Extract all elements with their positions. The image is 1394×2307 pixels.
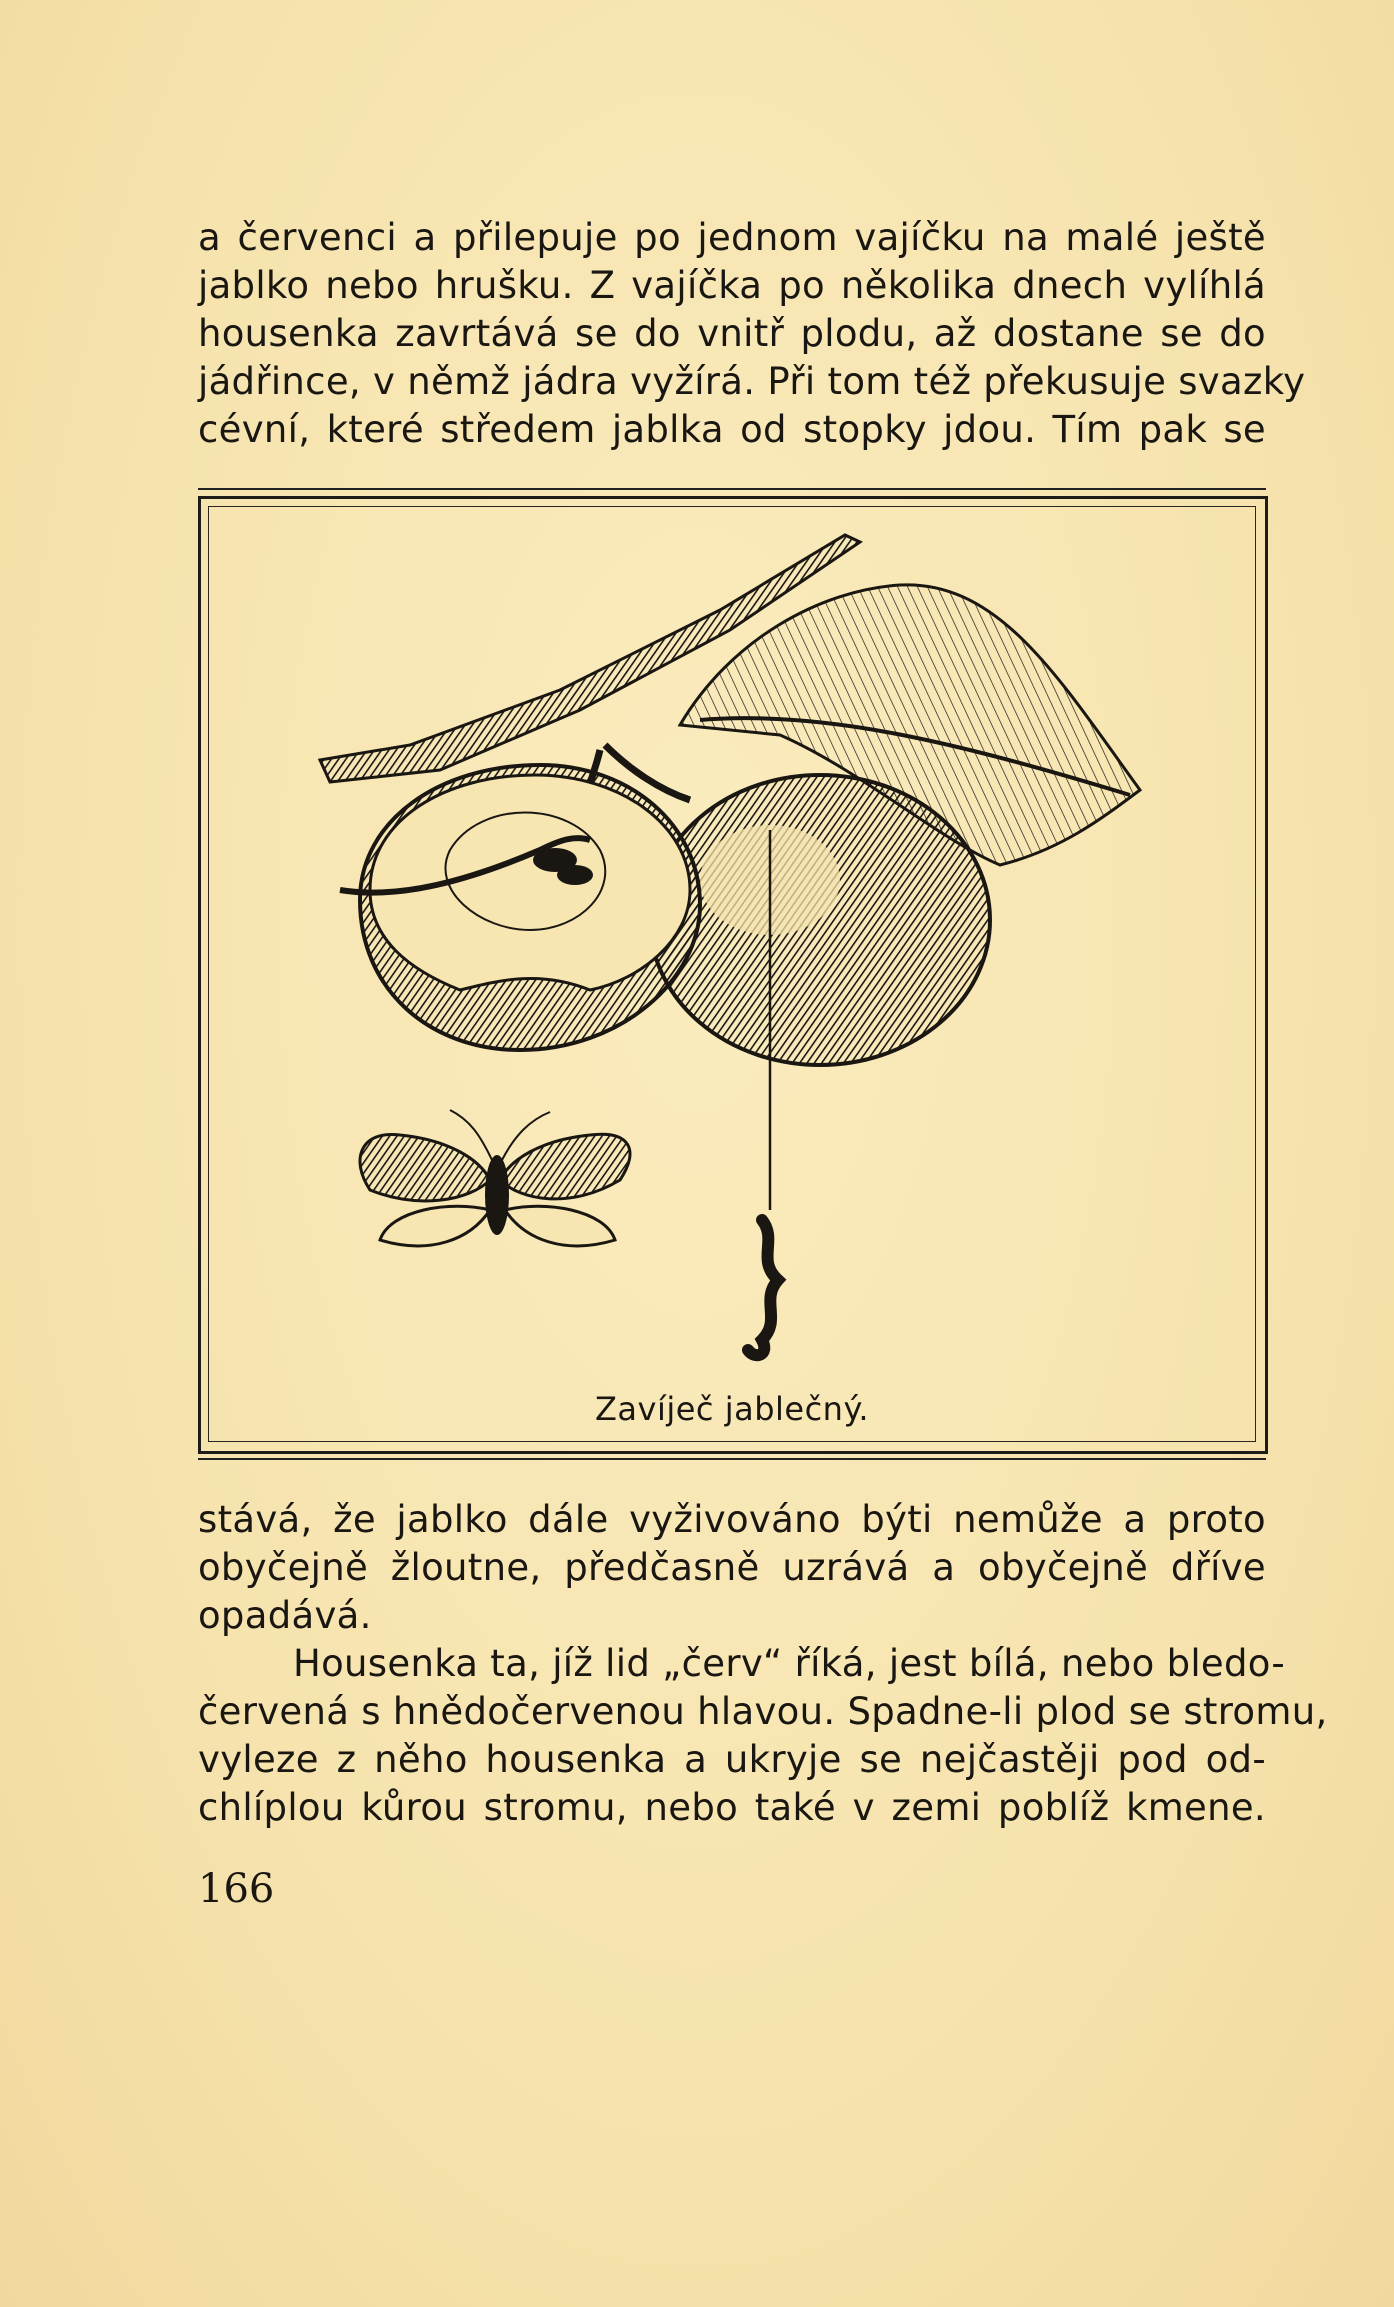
text-line: housenka zavrtává se do vnitř plodu, až dostane se do (198, 312, 1266, 355)
rule-top-outer (198, 488, 1266, 490)
bottom-paragraphs (198, 1496, 1328, 1832)
figure-caption: Zavíječ jablečný. (594, 1390, 869, 1428)
rule-bottom-outer (198, 1458, 1266, 1460)
text-line: obyčejně žloutne, předčasně uzrává a obyčejně dříve (198, 1546, 1266, 1589)
text-line: chlíplou kůrou stromu, nebo také v zemi poblíž kmene. (198, 1786, 1266, 1829)
moth-drawing (360, 1110, 630, 1246)
page-number: 166 (198, 1866, 275, 1912)
top-paragraph (198, 214, 1306, 454)
text-line: opadává. (198, 1594, 372, 1637)
text-line: a červenci a přilepuje po jednom vajíčku na malé ještě (198, 216, 1266, 259)
text-line: stává, že jablko dále vyživováno býti nemůže a proto (198, 1498, 1266, 1541)
text-line: červená s hnědočervenou hlavou. Spadne-li plod se stromu, (198, 1690, 1328, 1733)
text-line: jablko nebo hrušku. Z vajíčka po několika dnech vylíhlá (198, 264, 1266, 307)
text-line: Housenka ta, jíž lid „červ“ říká, jest bílá, nebo bledo- (293, 1642, 1286, 1685)
codling-moth-illustration (300, 520, 1160, 1370)
text-line: jádřince, v němž jádra vyžírá. Při tom též překusuje svazky (198, 360, 1306, 403)
whole-apple-drawing (650, 775, 990, 1065)
text-line: cévní, které středem jablka od stopky jdou. Tím pak se (198, 408, 1266, 451)
cut-apple-drawing (340, 765, 700, 1050)
text-line: vyleze z něho housenka a ukryje se nejčastěji pod od- (198, 1738, 1266, 1781)
